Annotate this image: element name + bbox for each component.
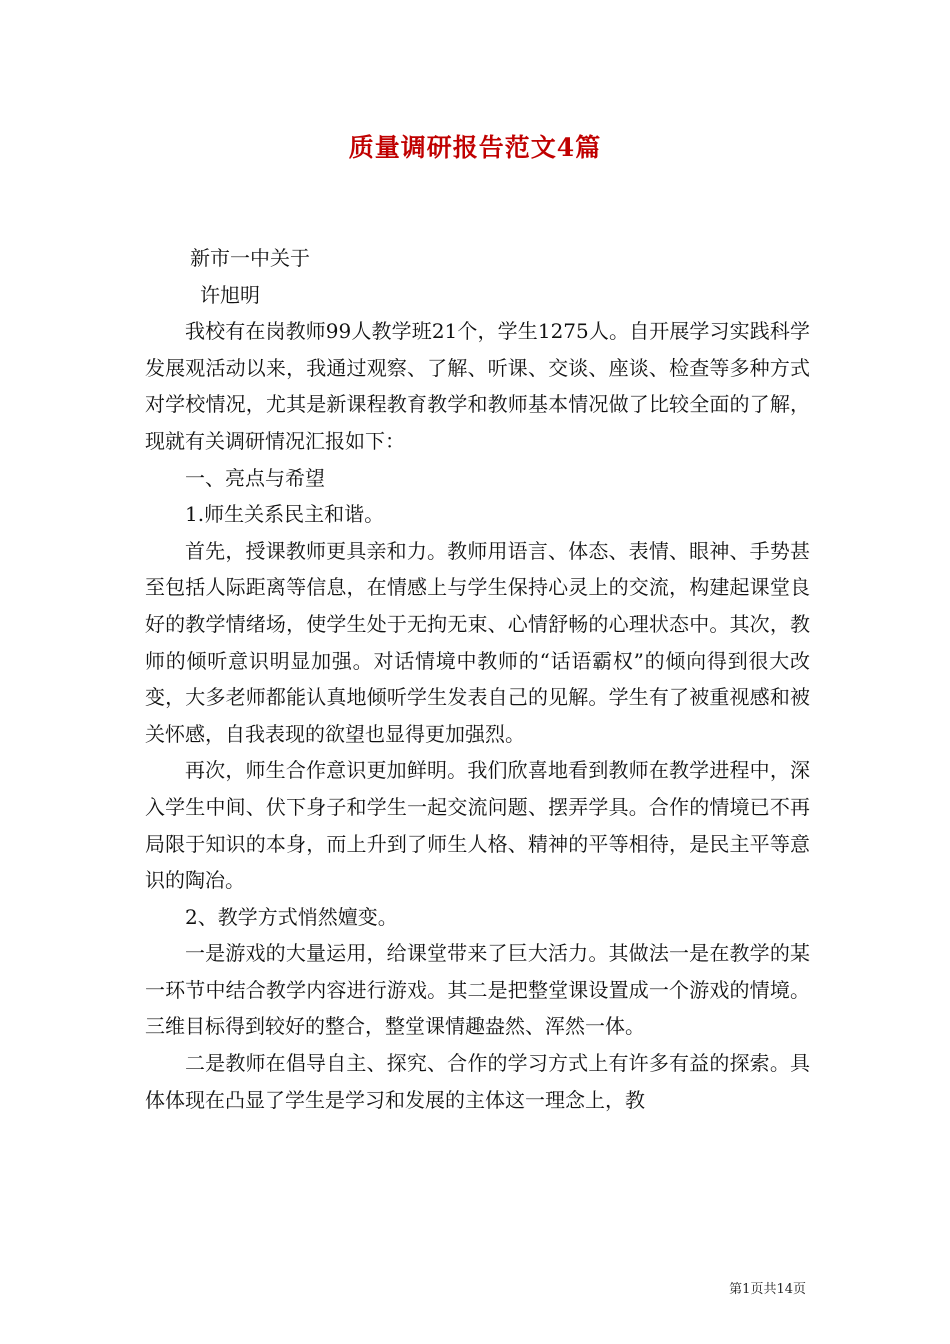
subsection-heading: 2、教学方式悄然嬗变。	[185, 904, 398, 929]
author-line-name: 许旭明	[200, 282, 260, 307]
document-body	[145, 240, 810, 1118]
body-paragraph: 一是游戏的大量运用，给课堂带来了巨大活力。其做法一是在教学的某一环节中结合教学内容进行游戏。其二是把整堂课设置成一个游戏的情境。三维目标得到较好的整合，整堂课情趣盎然、浑然一体。	[145, 941, 810, 1039]
document-title: 质量调研报告范文4篇	[348, 133, 602, 162]
page-number: 第1页共14页	[729, 1282, 806, 1297]
author-line-school: 新市一中关于	[190, 246, 310, 270]
subsection-heading: 1.师生关系民主和谐。	[185, 502, 385, 527]
body-paragraph: 二是教师在倡导自主、探究、合作的学习方式上有许多有益的探索。具体体现在凸显了学生是学习和发展的主体这一理念上，教	[145, 1051, 810, 1112]
body-paragraph: 我校有在岗教师99人教学班21个，学生1275人。自开展学习实践科学发展观活动以来，我通过观察、了解、听课、交谈、座谈、检查等多种方式对学校情况，尤其是新课程教育教学和教师基本情况做了比较全面的了解，现就有关调研情况汇报如下：	[145, 319, 810, 453]
body-paragraph: 再次，师生合作意识更加鲜明。我们欣喜地看到教师在教学进程中，深入学生中间、伏下身子和学生一起交流问题、摆弄学具。合作的情境已不再局限于知识的本身，而上升到了师生人格、精神的平等相待，是民主平等意识的陶冶。	[145, 758, 810, 893]
body-paragraph: 首先，授课教师更具亲和力。教师用语言、体态、表情、眼神、手势甚至包括人际距离等信息，在情感上与学生保持心灵上的交流，构建起课堂良好的教学情绪场，使学生处于无拘无束、心情舒畅的心理状态中。其次，教师的倾听意识明显加强。对话情境中教师的“话语霸权”的倾向得到很大改变，大多老师都能认真地倾听学生发表自己的见解。学生有了被重视感和被关怀感，自我表现的欲望也显得更加强烈。	[145, 538, 810, 746]
section-heading: 一、亮点与希望	[185, 465, 325, 490]
